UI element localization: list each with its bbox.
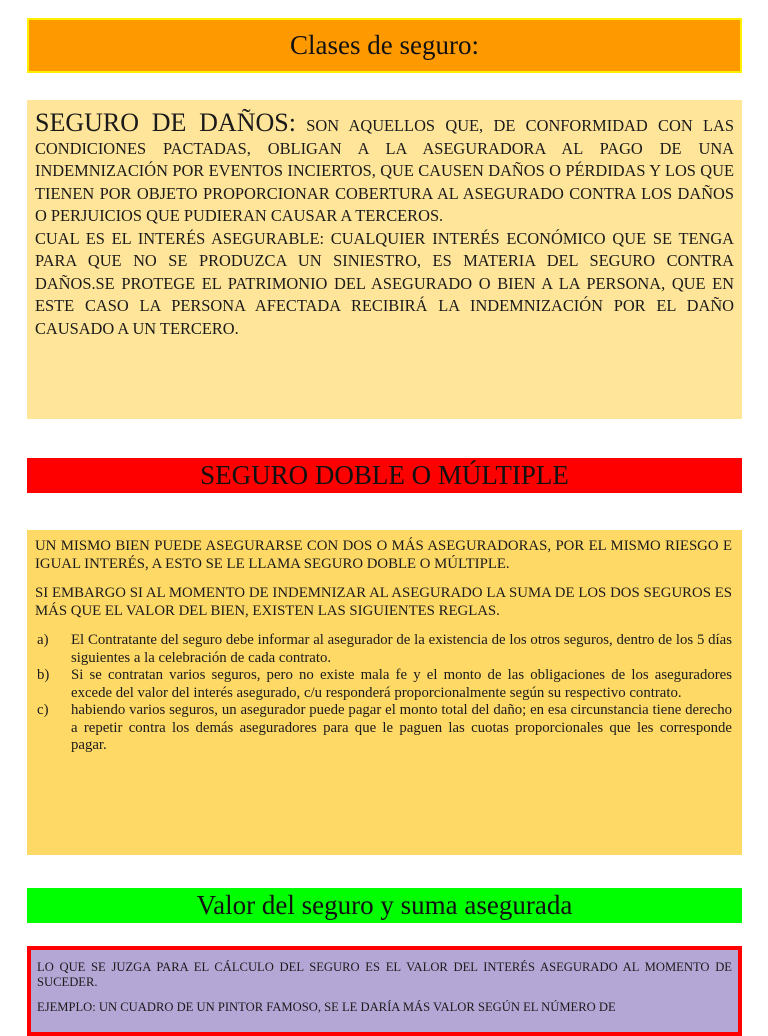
valor-paragraph-1: LO QUE SE JUZGA PARA EL CÁLCULO DEL SEGURO ES EL VALOR DEL INTERÉS ASEGURADO AL MOMENTO DE SUCEDER. [37, 960, 732, 989]
danos-paragraph-2: CUAL ES EL INTERÉS ASEGURABLE: CUALQUIER INTERÉS ECONÓMICO QUE SE TENGA PARA QUE NO SE PRODUZCA UN SINIESTRO, ES MATERIA DEL SEGURO CONTRA DAÑOS.SE PROTEGE EL PATRIMONIO DEL ASEGURADO O BIEN A LA PERSONA, QUE EN ESTE CASO LA PERSONA AFECTADA RECIBIRÁ LA INDEMNIZACIÓN POR EL DAÑO CAUSADO A UN TERCERO. [35, 228, 734, 338]
list-marker: b) [37, 667, 50, 683]
seguro-doble-section [27, 530, 742, 855]
rule-text: El Contratante del seguro debe informar al asegurador de la existencia de los otros seguros, dentro de los 5 días siguientes a la celebración de cada contrato. [71, 632, 732, 666]
rule-text: habiendo varios seguros, un asegurador puede pagar el monto total del daño; en esa circunstancia tiene derecho a repetir contra los demás aseguradores para que le paguen las cuotas proporcionales que les corresponde pagar. [71, 702, 732, 753]
page-title: Clases de seguro: [27, 18, 742, 73]
list-item [35, 632, 732, 667]
rule-text: Si se contratan varios seguros, pero no existe mala fe y el monto de las obligaciones de los aseguradores excede del valor del interés asegurado, c/u responderá proporcionalmente según su respectivo contrato. [71, 667, 732, 701]
list-item [35, 702, 732, 755]
valor-paragraph-2: EJEMPLO: UN CUADRO DE UN PINTOR FAMOSO, SE LE DARÍA MÁS VALOR SEGÚN EL NÚMERO DE [37, 1000, 616, 1014]
doble-heading: SEGURO DOBLE O MÚLTIPLE [27, 458, 742, 493]
valor-section [27, 946, 742, 1036]
doble-paragraph-1: UN MISMO BIEN PUEDE ASEGURARSE CON DOS O MÁS ASEGURADORAS, POR EL MISMO RIESGO E IGUAL INTERÉS, A ESTO SE LE LLAMA SEGURO DOBLE O MÚLTIPLE. [35, 538, 732, 572]
list-marker: c) [37, 702, 49, 718]
seguro-danos-section [27, 100, 742, 419]
list-marker: a) [37, 632, 49, 648]
valor-heading: Valor del seguro y suma asegurada [27, 888, 742, 923]
danos-heading: SEGURO DE DAÑOS: [35, 108, 296, 137]
danos-paragraph [35, 108, 734, 228]
danos-paragraph-1: SON AQUELLOS QUE, DE CONFORMIDAD CON LAS CONDICIONES PACTADAS, OBLIGAN A LA ASEGURADORA AL PAGO DE UNA INDEMNIZACIÓN POR EVENTOS INCIERTOS, QUE CAUSEN DAÑOS O PÉRDIDAS Y LOS QUE TIENEN POR OBJETO PROPORCIONAR COBERTURA AL ASEGURADO CONTRA LOS DAÑOS O PERJUICIOS QUE PUDIERAN CAUSAR A TERCEROS. [35, 116, 734, 225]
doble-paragraph-2: SI EMBARGO SI AL MOMENTO DE INDEMNIZAR AL ASEGURADO LA SUMA DE LOS DOS SEGUROS ES MÁS QUE EL VALOR DEL BIEN, EXISTEN LAS SIGUIENTES REGLAS. [35, 585, 732, 619]
rules-list [35, 632, 732, 755]
list-item [35, 667, 732, 702]
